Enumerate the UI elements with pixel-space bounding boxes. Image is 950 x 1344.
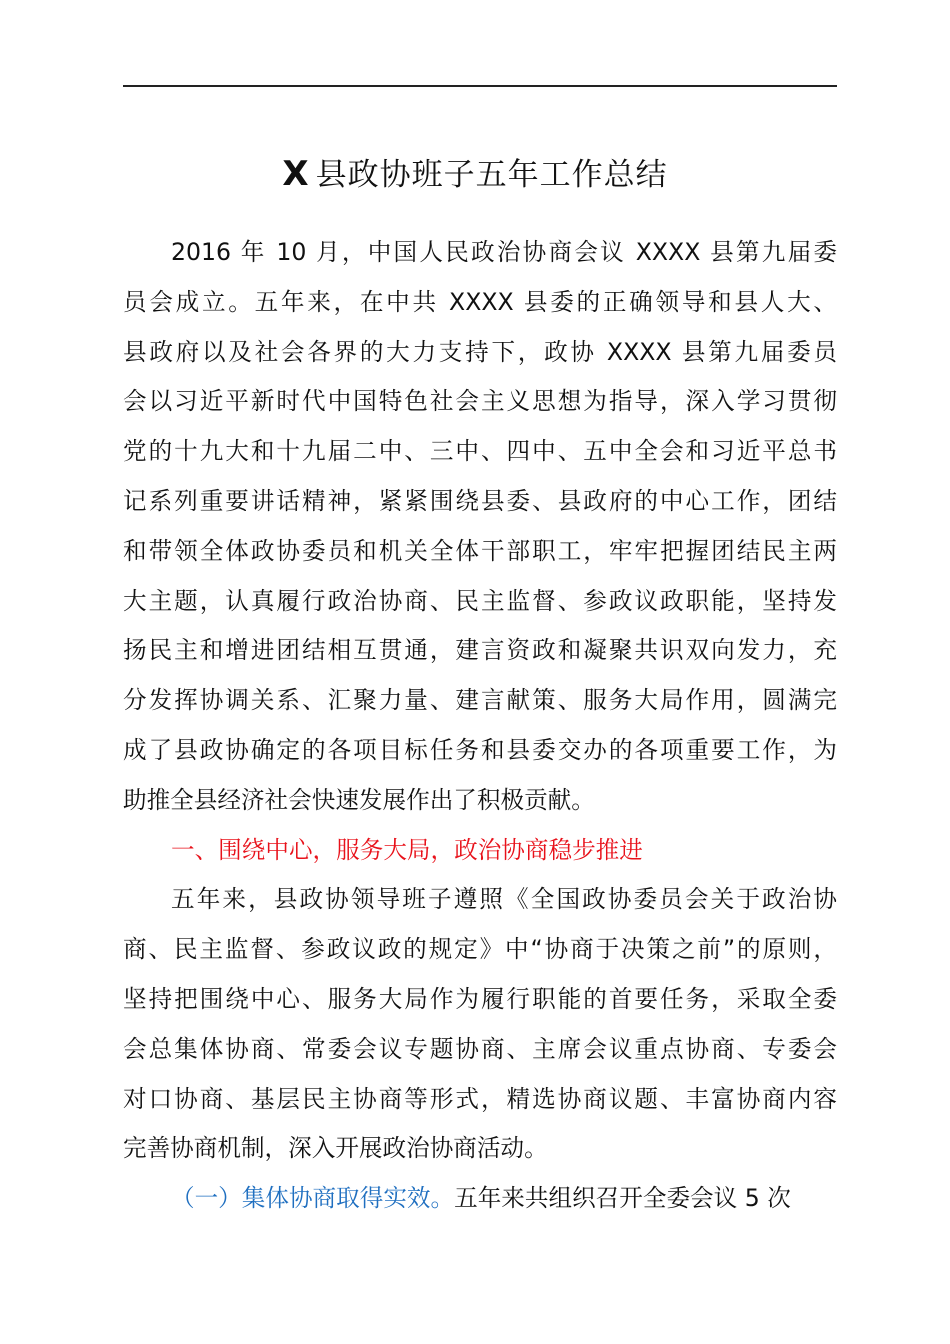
paragraph-intro bbox=[123, 228, 837, 826]
title-prefix: X bbox=[282, 154, 310, 194]
text-line: 县政府以及社会各界的大力支持下，政协 XXXX 县第九届委员 bbox=[123, 337, 837, 366]
text-line: 商、民主监督、参政议政的规定》中“协商于决策之前”的原则， bbox=[123, 935, 837, 964]
text-line: 2016 年 10 月，中国人民政治协商会议 XXXX 县第九届委 bbox=[171, 238, 837, 266]
text-line: 成了县政协确定的各项目标任务和县委交办的各项重要工作，为 bbox=[123, 735, 837, 764]
text-line: 员会成立。五年来，在中共 XXXX 县委的正确领导和县人大、 bbox=[123, 287, 837, 316]
text-line: 记系列重要讲话精神，紧紧围绕县委、县政府的中心工作，团结 bbox=[123, 486, 837, 515]
text-line: 大主题，认真履行政治协商、民主监督、参政议政职能，坚持发 bbox=[123, 586, 837, 615]
document-body bbox=[123, 228, 837, 1224]
text-line: 五年来，县政协领导班子遵照《全国政协委员会关于政治协 bbox=[171, 885, 837, 914]
text-line: 会以习近平新时代中国特色社会主义思想为指导，深入学习贯彻 bbox=[123, 387, 837, 416]
subsection-line-1 bbox=[123, 1174, 837, 1224]
text-line: 助推全县经济社会快速发展作出了积极贡献。 bbox=[123, 785, 595, 814]
header-rule bbox=[123, 85, 837, 87]
text-line: 会总集体协商、常委会议专题协商、主席会议重点协商、专委会 bbox=[123, 1034, 837, 1063]
section-heading-1: 一、围绕中心，服务大局，政治协商稳步推进 bbox=[171, 835, 643, 864]
text-line: 分发挥协调关系、汇聚力量、建言献策、服务大局作用，圆满完 bbox=[123, 686, 837, 715]
subsection-heading-1: （一）集体协商取得实效。 bbox=[171, 1184, 455, 1213]
text-line: 和带领全体政协委员和机关全体干部职工，牢牢把握团结民主两 bbox=[123, 536, 837, 565]
text-line: 对口协商、基层民主协商等形式，精选协商议题、丰富协商内容 bbox=[123, 1084, 837, 1113]
text-line: 扬民主和增进团结相互贯通，建言资政和凝聚共识双向发力，充 bbox=[123, 636, 837, 665]
paragraph-section-1 bbox=[123, 875, 837, 1174]
title-text: 县政协班子五年工作总结 bbox=[315, 157, 668, 193]
text-line: 坚持把围绕中心、服务大局作为履行职能的首要任务，采取全委 bbox=[123, 984, 837, 1013]
subsection-text: 五年来共组织召开全委会议 5 次 bbox=[454, 1184, 791, 1213]
document-title bbox=[0, 148, 950, 201]
text-line: 党的十九大和十九届二中、三中、四中、五中全会和习近平总书 bbox=[123, 437, 837, 466]
text-line: 完善协商机制，深入开展政治协商活动。 bbox=[123, 1134, 548, 1163]
